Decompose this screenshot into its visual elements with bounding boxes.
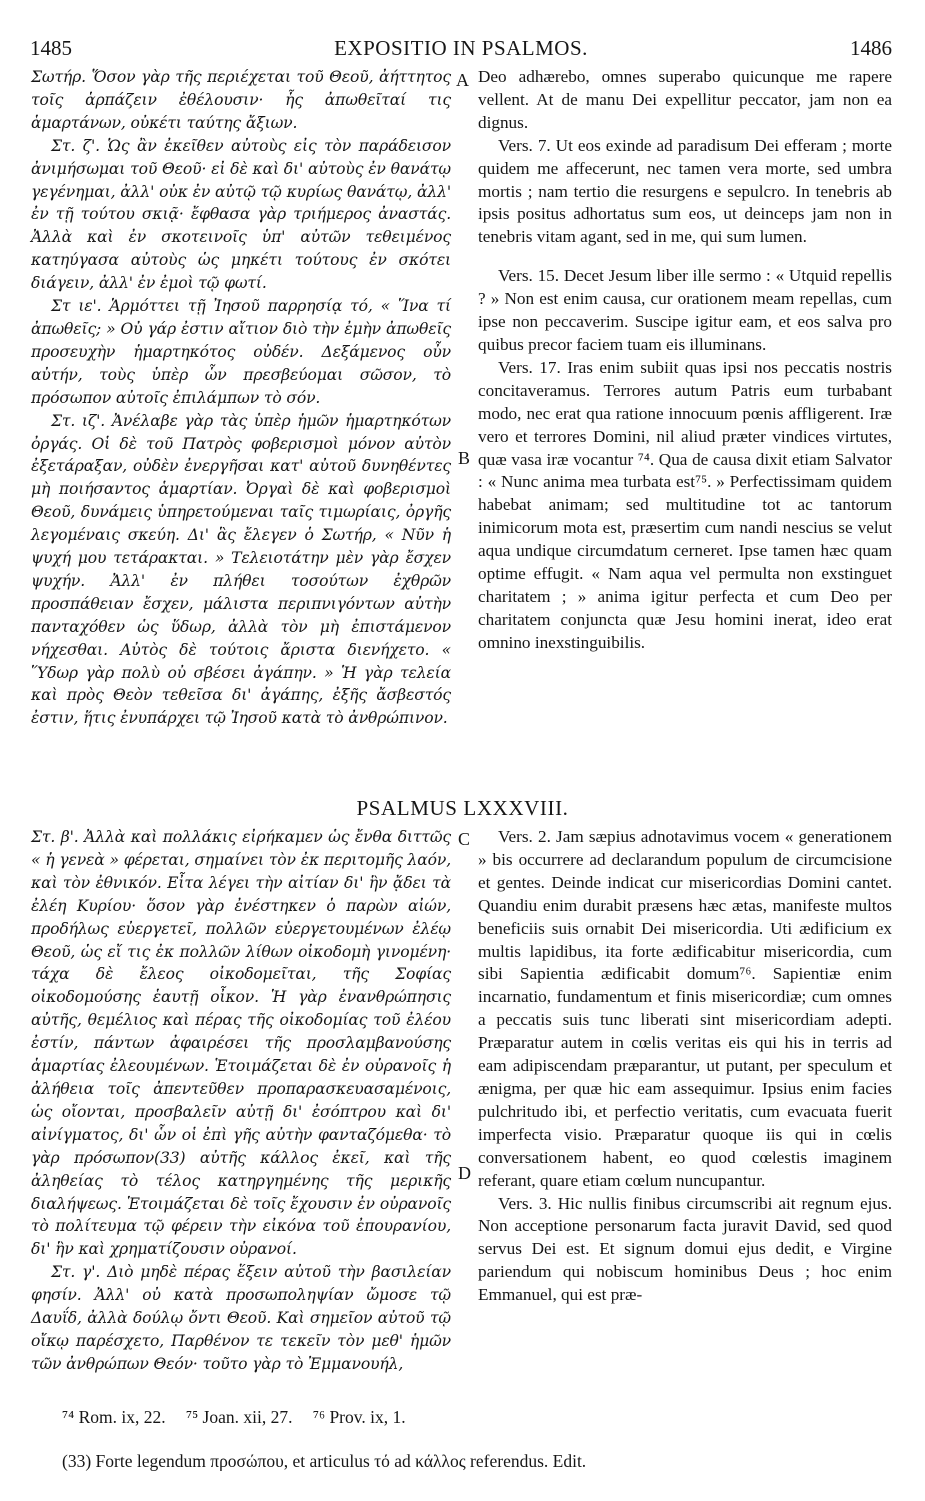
editor-note-33: (33) Forte legendum προσώπου, et articulus τό ad κάλλος referendus. Edit.	[62, 1451, 587, 1471]
page-number-right: 1486	[850, 36, 892, 60]
greek-paragraph: Στ. γ'. Διὸ μηδὲ πέρας ἕξειν αὐτοῦ τὴν βασιλείαν φησίν. Ἀλλ' οὐ κατὰ προσωποληψίαν ὤμοσε τῷ Δαυΐδ, ἀλλὰ δούλῳ ὄντι Θεοῦ. Καὶ σημεῖον αὐτοῦ τῷ οἴκῳ παρέσχετο, Παρθένον τε τεκεῖν τὸν μεθ' ἡμῶν τῶν ἀνθρώπων Θεόν· τοῦτο γὰρ τὸ Ἐμμανουήλ,	[31, 1263, 451, 1373]
latin-paragraph: Vers. 2. Jam sæpius adnotavimus vocem « generationem » bis occurrere ad declarandum populum de circumcisione et gentes. Deinde indicat cur misericordias Domini cantet. Quandiu enim durabit præsens hæc ætas, manifeste multos beneficiis suis ornabit Dei misericordia. Uti ædificium ex multis lapidibus, ita forte ædificabitur misericordia, cum sibi Sapientia ædificabit domum⁷⁶. Sapientiæ enim incarnatio, fundamentum et finis misericordiæ; cum omnes a peccatis suis tunc liberati sint misericordiam adepti. Præparatur autem in cœlis veritas eis qui his in terris ad eam adipiscendam præparantur, ut putant, per speculum et ænigma, per quæ hic eam assequimur. Ipsius enim facies pulchritudo ibi, et perfectio veritatis, cum evacuata fuerit imperfecta visio. Præparatur quoque iis qui in cœlis conversationem habent, eo quod cœlestis imaginem referant, quare etiam cœlum nuncupantur.	[478, 827, 892, 1190]
latin-column-top	[478, 66, 892, 655]
footnote-74: ⁷⁴ Rom. ix, 22.	[62, 1407, 166, 1427]
latin-paragraph: Vers. 15. Decet Jesum liber ille sermo : « Utquid repellis ? » Non est enim causa, cur orationem meam repellas, cum ipse non peccaverim. Suscipe igitur eam, et eos salva pro quibus precor faciem tuam eis illuminans.	[478, 266, 892, 354]
margin-marker-a: A	[456, 70, 469, 90]
margin-marker-d: D	[458, 1163, 471, 1183]
page-number-left: 1485	[30, 36, 72, 60]
running-header	[30, 36, 892, 62]
psalm-heading: PSALMUS LXXXVIII.	[356, 796, 569, 820]
latin-column-bottom	[478, 826, 892, 1307]
greek-column-top	[31, 66, 451, 730]
margin-marker-c: C	[458, 829, 471, 849]
greek-paragraph: Στ. ιζ'. Ἀνέλαβε γὰρ τὰς ὑπὲρ ἡμῶν ἡμαρτηκότων ὀργάς. Οἱ δὲ τοῦ Πατρὸς φοβερισμοὶ μόνον αὐτὸν ἐξετάραξαν, οὐδὲν ἐνεργῆσαι κατ' αὐτοῦ δυνηθέντες μὴ ποιήσαντος ἁμαρτίαν. Ὀργαὶ δὲ καὶ φοβερισμοὶ Θεοῦ, δυνάμεις ὑπηρετούμεναι ταῖς τιμωρίαις, ὀργῆς λεγομέναις σκεύη. Δι' ἃς ἔλεγεν ὁ Σωτήρ, « Νῦν ἡ ψυχή μου τετάρακται. » Τελειοτάτην μὲν γὰρ ἔσχεν ψυχήν. Ἀλλ' ἐν πλήθει τοσούτων ἐχθρῶν προσπάθειαν ἔσχεν, μάλιστα περιπνιγόντων αὐτὴν πανταχόθεν ὡς ὕδωρ, ἀλλὰ τὸν μὴ ἐπιστάμενον νήχεσθαι. Αὐτὸς δὲ τούτοις ἄριστα διενήχετο. « Ὕδωρ γὰρ πολὺ οὐ σβέσει ἀγάπην. » Ἡ γὰρ τελεία καὶ πρὸς Θεὸν τεθεῖσα δι' ἀγάπης, ἐξῆς ἄσβεστός ἐστιν, ἥτις ἐνυπάρχει τῷ Ἰησοῦ κατὰ τὸ ἀνθρώπινον.	[31, 411, 451, 728]
greek-paragraph: Σωτήρ. Ὅσον γὰρ τῆς περιέχεται τοῦ Θεοῦ, ἀήττητος τοῖς ἁρπάζειν ἐθέλουσιν· ἧς ἀπωθεῖταί τις ἁμαρτάνων, οὐκέτι ταύτης ἄξιων.	[31, 68, 451, 132]
latin-paragraph: Vers. 17. Iras enim subiit quas ipsi nos peccatis nostris concitaveramus. Terrores autum Patris eum turbabant modo, nec erat qua ratione innocuum pœnis affligerent. Iræ vero et terrores Domini, nil aliud præter vindices virtutes, quæ vasa iræ vocantur ⁷⁴. Qua de causa dixit etiam Salvator : « Nunc anima mea turbata est⁷⁵. » Perfectissimam quidem habebat animam; sed multitudine tot ac tantorum inimicorum mota est, præsertim cum nandi nescius se velut aqua undique circumdatum cerneret. Ipse tamen hæc quam optime effugit. « Nam aqua vel permulta non exstinguet charitatem ; » anima igitur perfecta et cum Deo per charitatem conjuncta quæ Jesu homini inerat, ideo erat omnino inexstinguibilis.	[478, 357, 892, 652]
footnote-76: ⁷⁶ Prov. ix, 1.	[312, 1407, 406, 1427]
margin-marker-b: B	[458, 448, 471, 468]
greek-paragraph: Στ. ζ'. Ὡς ἂν ἐκεῖθεν αὐτοὺς εἰς τὸν παράδεισον ἀνιμήσωμαι τοῦ Θεοῦ· εἰ δὲ καὶ δι' αὐτοὺς ἐν θανάτῳ γεγένημαι, ἀλλ' οὐκ ἐν αὐτῷ τῷ κυρίως θανάτῳ, ἀλλ' ἐν τῇ τούτου σκιᾷ· ἔφθασα γὰρ τριήμερος ἀναστάς. Ἀλλὰ καὶ ἐν σκοτεινοῖς ὑπ' αὐτῶν τεθειμένος κατηύγασα αὐτοὺς ὡς μηκέτι τούτους ἐν σκότει διάγειν, ἀλλ' ἐν ἐμοὶ τῷ φωτί.	[31, 136, 451, 293]
latin-paragraph: Deo adhærebo, omnes superabo quicunque me rapere vellent. At de manu Dei expellitur peccator, jam non ea dignus.	[478, 67, 892, 132]
greek-paragraph: Στ ιε'. Ἁρμόττει τῇ Ἰησοῦ παρρησίᾳ τό, « Ἵνα τί ἀπωθεῖς; » Οὐ γάρ ἐστιν αἴτιον διὸ τὴν ἐμὴν ἀπωθεῖς προσευχὴν ἡμαρτηκότος οὐδέν. Δεξάμενος οὖν αὐτήν, τοὺς ὑπὲρ ὧν πρεσβεύομαι σῶσον, τὸ πρόσωπον αὐτοῖς ἐπιλάμπων τὸ σόν.	[31, 297, 451, 407]
footnotes	[62, 1407, 406, 1428]
latin-paragraph: Vers. 3. Hic nullis finibus circumscribi ait regnum ejus. Non acceptione personarum facta juravit David, sed quod servus Dei est. Et signum domui ejus dedit, e Virgine pariendum qui nobiscum hominibus Deus ; hoc enim Emmanuel, qui est præ-	[478, 1193, 892, 1305]
greek-paragraph: Στ. β'. Ἀλλὰ καὶ πολλάκις εἰρήκαμεν ὡς ἔνθα διττῶς « ἡ γενεὰ » φέρεται, σημαίνει τὸν ἐκ περιτομῆς λαόν, καὶ τὸν ἐθνικόν. Εἶτα λέγει τὴν αἰτίαν δι' ἣν ᾄδει τὰ ἐλέη Κυρίου· ὅσον γὰρ ἐνέστηκεν ὁ παρὼν αἰών, προδήλως εὐεργετεῖ, πολλῶν εὐεργετουμένων ἐλέῳ Θεοῦ, ὡς εἴ τις ἐκ πολλῶν λίθων οἰκοδομὴ γινομένη· τάχα δὲ ἔλεος οἰκοδομεῖται, τῆς Σοφίας οἰκοδομούσης ἑαυτῇ οἶκον. Ἡ γὰρ ἐνανθρώπησις αὐτῆς, θεμέλιος καὶ πέρας τῆς οἰκοδομίας τοῦ ἐλέου ἐστίν, πάντων ἀφαιρέσει τῆς προσλαμβανούσης ἁμαρτίας ἐλεουμένων. Ἑτοιμάζεται δὲ ἐν οὐρανοῖς ἡ ἀλήθεια τοῖς ἀπεντεῦθεν προπαρασκευασαμένοις, ὡς οἴονται, προσβαλεῖν αὐτῇ δι' ἐσόπτρου καὶ δι' αἰνίγματος, δι' ὧν οἱ ἐπὶ γῆς αὐτὴν φανταζόμεθα· τὸ γὰρ πρόσωπον(33) αὐτῆς κάλλος ἐκεῖ, καὶ τῆς ἀληθείας τὸ τέλος κατηργημένης τῆς μερικῆς διαλήψεως. Ἑτοιμάζεται δὲ τοῖς ἔχουσιν ἐν οὐρανοῖς τὸ πολίτευμα τῷ φέρειν τὴν εἰκόνα τοῦ ἐπουρανίου, δι' ἣν καὶ χρηματίζουσιν οὐρανοί.	[31, 828, 451, 1259]
running-title: EXPOSITIO IN PSALMOS.	[334, 36, 588, 60]
latin-paragraph: Vers. 7. Ut eos exinde ad paradisum Dei efferam ; morte quidem me affecerunt, nec tamen vera morte, sed umbra mortis ; nam tertio die resurgens e sepulcro. In tenebris ab ipsis positus adhortatus sum eos, ut deinceps jam non in tenebris vitam agant, sed in me, qui sum lumen.	[478, 135, 892, 247]
greek-column-bottom	[31, 826, 451, 1376]
footnote-75: ⁷⁵ Joan. xii, 27.	[185, 1407, 293, 1427]
